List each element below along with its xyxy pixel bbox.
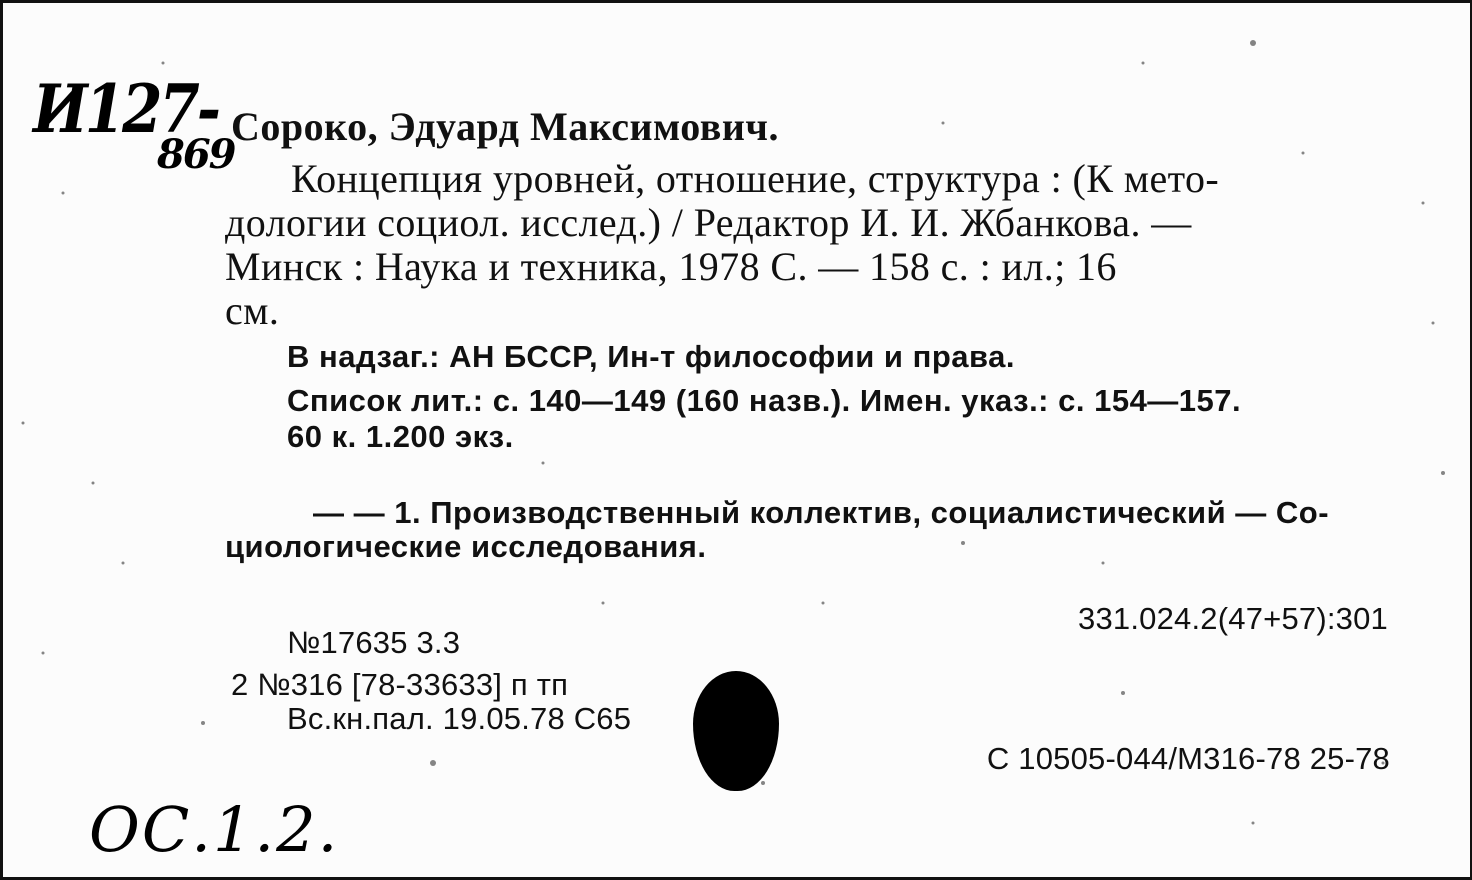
imprint-line-1: №17635 3.3: [287, 625, 461, 660]
description-line-2: дологии социол. исслед.) / Редактор И. И. Жбанкова. —: [225, 200, 1192, 245]
handwritten-note: ОС.1.2.: [89, 793, 340, 866]
udc-classification: 331.024.2(47+57):301: [1078, 601, 1388, 636]
description-line-3: Минск : Наука и техника, 1978 С. — 158 с. : ил.; 16: [225, 244, 1117, 289]
imprint-line-2: 2 №316 [78-33633] п тп: [231, 667, 569, 702]
note-bibliography: Список лит.: с. 140—149 (160 назв.). Имен. указ.: с. 154—157.: [287, 383, 1242, 418]
note-header-publisher: В надзаг.: АН БССР, Ин-т философии и права.: [287, 339, 1015, 374]
description-line-1: Концепция уровней, отношение, структура : (К мето-: [291, 156, 1220, 201]
handwritten-call-number-suffix: 869: [157, 131, 235, 178]
note-price-circulation: 60 к. 1.200 экз.: [287, 419, 514, 454]
bbk-classification: С 10505-044/М316-78 25-78: [986, 741, 1390, 776]
author-heading: Сороко, Эдуард Максимович.: [231, 104, 779, 149]
imprint-line-3: Вс.кн.пал. 19.05.78 С65: [287, 701, 632, 736]
handwritten-call-number: И127-: [33, 69, 218, 149]
subject-heading-line-1: — — 1. Производственный коллектив, социалистический — Со-: [313, 495, 1330, 530]
description-line-4: см.: [225, 288, 280, 333]
subject-heading-line-2: циологические исследования.: [225, 529, 707, 564]
